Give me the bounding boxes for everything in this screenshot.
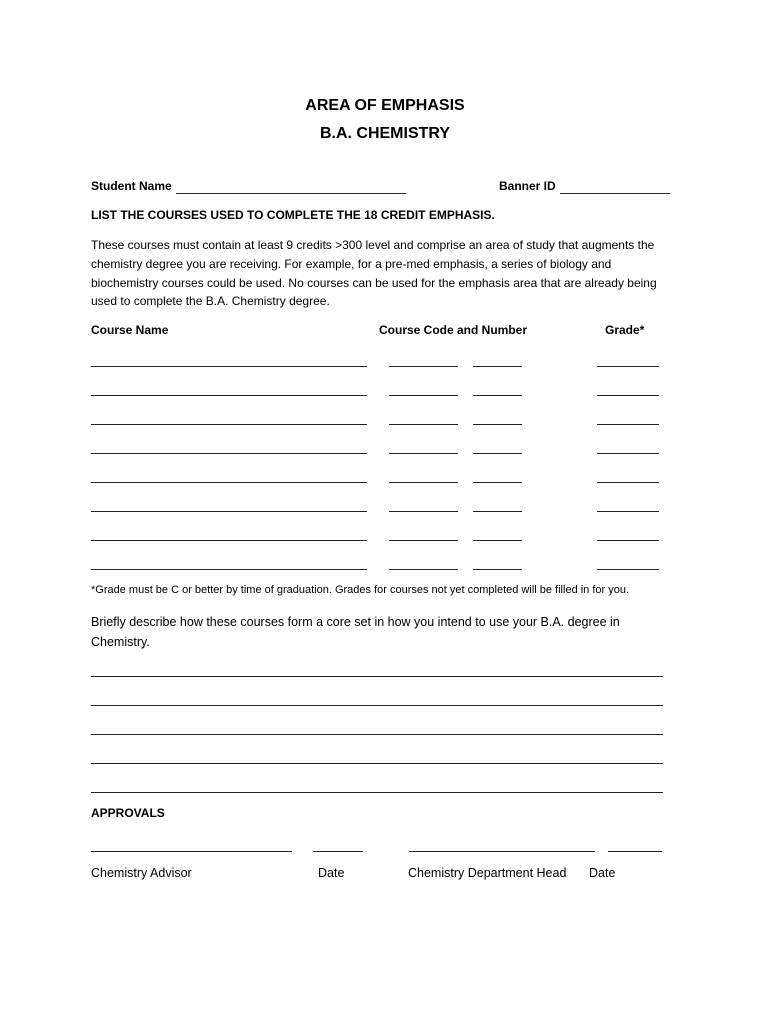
form-title: AREA OF EMPHASIS [305,97,465,114]
description-line[interactable] [91,763,663,764]
department-head-label: Chemistry Department Head [408,866,567,880]
course-number-line[interactable] [473,540,522,541]
describe-prompt: Briefly describe how these courses form a core set in how you intend to use your B.A. degree in Chemistry. [91,615,620,649]
course-name-line[interactable] [91,424,367,425]
instructions-heading: LIST THE COURSES USED TO COMPLETE THE 18 CREDIT EMPHASIS. [91,208,495,222]
course-number-line[interactable] [473,366,522,367]
banner-id-label: Banner ID [499,179,556,193]
grade-line[interactable] [597,511,659,512]
advisor-date-line[interactable] [313,851,363,852]
course-code-line[interactable] [389,482,458,483]
column-header-course-code: Course Code and Number [379,323,528,337]
description-line[interactable] [91,734,663,735]
grade-footnote: *Grade must be C or better by time of graduation. Grades for courses not yet completed will be filled in for you. [91,584,630,596]
course-code-line[interactable] [389,395,458,396]
course-number-line[interactable] [473,424,522,425]
grade-line[interactable] [597,540,659,541]
advisor-label: Chemistry Advisor [91,866,192,880]
instructions-paragraph: These courses must contain at least 9 credits >300 level and comprise an area of study that augments the chemistry degree you are receiving. For example, for a pre-med emphasis, a series of biology and biochemistry courses could be used. No courses can be used for the emphasis area that are already being used to complete the B.A. Chemistry degree. [91,238,657,309]
course-code-line[interactable] [389,424,458,425]
grade-line[interactable] [597,366,659,367]
course-code-line[interactable] [389,511,458,512]
description-line[interactable] [91,792,663,793]
course-name-line[interactable] [91,366,367,367]
course-name-line[interactable] [91,511,367,512]
advisor-signature-line[interactable] [91,851,292,852]
grade-line[interactable] [597,482,659,483]
course-number-line[interactable] [473,569,522,570]
student-name-label: Student Name [91,179,172,193]
description-line[interactable] [91,705,663,706]
course-code-line[interactable] [389,569,458,570]
course-number-line[interactable] [473,482,522,483]
course-code-line[interactable] [389,453,458,454]
course-code-line[interactable] [389,366,458,367]
head-date-label: Date [589,866,616,880]
column-header-course-name: Course Name [91,323,169,337]
course-name-line[interactable] [91,569,367,570]
course-name-line[interactable] [91,482,367,483]
head-date-line[interactable] [608,851,662,852]
grade-line[interactable] [597,569,659,570]
advisor-date-label: Date [318,866,345,880]
course-name-line[interactable] [91,395,367,396]
approvals-heading: APPROVALS [91,806,165,820]
banner-id-field[interactable] [560,193,670,194]
course-name-line[interactable] [91,540,367,541]
course-number-line[interactable] [473,511,522,512]
course-number-line[interactable] [473,395,522,396]
student-name-field[interactable] [176,193,406,194]
form-subtitle: B.A. CHEMISTRY [319,125,451,142]
head-signature-line[interactable] [409,851,595,852]
column-header-grade: Grade* [605,323,645,337]
grade-line[interactable] [597,395,659,396]
course-code-line[interactable] [389,540,458,541]
course-number-line[interactable] [473,453,522,454]
description-line[interactable] [91,676,663,677]
grade-line[interactable] [597,453,659,454]
grade-line[interactable] [597,424,659,425]
course-name-line[interactable] [91,453,367,454]
